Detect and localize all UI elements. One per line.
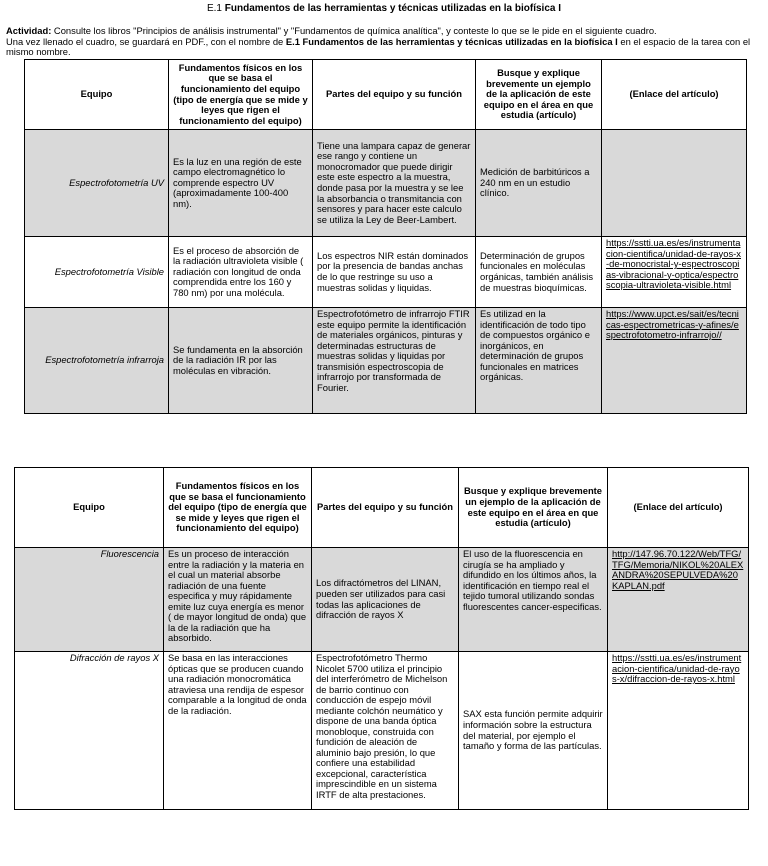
activity-instructions <box>6 26 766 58</box>
cell-partes: Espectrofotómetro de infrarrojo FTIR este equipo permite la identificación de materiales orgánicos, pinturas y determinadas estructuras de muestras solidas y liquidas por transmisión espectroscopia de infrarrojo por transformada de Fourier. <box>313 308 476 414</box>
article-link[interactable]: https://sstti.ua.es/es/instrumentacion-cientifica/unidad-de-rayos-x/difraccion-de-rayos-x.html <box>612 652 742 685</box>
activity-line-2c: en el espacio de la tarea con el mismo nombre. <box>6 35 751 58</box>
cell-equipo: Espectrofotometría infrarroja <box>25 308 169 414</box>
cell-equipo: Espectrofotometría UV <box>25 130 169 237</box>
equipment-table-2 <box>14 467 749 810</box>
header-partes: Partes del equipo y su función <box>313 60 476 130</box>
header-equipo: Equipo <box>25 60 169 130</box>
header-ejemplo: Busque y explique brevemente un ejemplo de la aplicación de este equipo en el área en que estudia (artículo) <box>459 468 608 548</box>
header-enlace: (Enlace del artículo) <box>608 468 749 548</box>
header-equipo: Equipo <box>15 468 164 548</box>
cell-ejemplo: Medición de barbitúricos a 240 nm en un estudio clínico. <box>476 130 602 237</box>
article-link[interactable]: http://147.96.70.122/Web/TFG/TFG/Memoria/NIKOL%20ALEXANDRA%20SEPULVEDA%20KAPLAN.pdf <box>612 548 744 591</box>
cell-ejemplo: Es utilizad en la identificación de todo tipo de compuestos orgánico e inorgánicos, en determinación de grupos funcionales en matrices orgánicas. <box>476 308 602 414</box>
table-row <box>25 130 747 237</box>
activity-line-1: Consulte los libros "Principios de análisis instrumental" y "Fundamentos de química analítica", y conteste lo que se le pide en el siguiente cuadro. <box>51 25 657 36</box>
header-ejemplo: Busque y explique brevemente un ejemplo de la aplicación de este equipo en el área en que estudia (artículo) <box>476 60 602 130</box>
table-row <box>25 308 747 414</box>
cell-enlace <box>602 308 747 414</box>
cell-partes: Espectrofotómetro Thermo Nicolet 5700 utiliza el principio del interferómetro de Michelson de barrio continuo con conducción de espejo móvil mediante colchón neumático y dispone de una banda óptica monobloque, construida con fundición de aleación de aluminio bajo presión, lo que confiere una estabilidad excepcional, característica imprescindible en un sistema IRTF de alta prestaciones. <box>312 652 459 810</box>
cell-fundamentos: Se fundamenta en la absorción de la radiación IR por las moléculas en vibración. <box>169 308 313 414</box>
cell-fundamentos: Es un proceso de interacción entre la radiación y la materia en el cual un material absorbe radiación de una fuente especifica y muy rápidamente emite luz cuya energía es menor ( de mayor longitud de onda) que la de la radiación que ha absorbido. <box>164 548 312 652</box>
table-row <box>15 548 749 652</box>
document-title <box>0 3 768 14</box>
cell-enlace <box>602 237 747 308</box>
article-link[interactable]: https://www.upct.es/sait/es/tecnicas-espectrometricas-y-afines/espectrofotometro-infrarrojo// <box>606 308 739 341</box>
activity-line-2a: Una vez llenado el cuadro, se guardará en PDF., con el nombre de <box>6 35 286 47</box>
cell-partes: Los espectros NIR están dominados por la presencia de bandas anchas de lo que restringe su uso a muestras solidas y liquidas. <box>313 237 476 308</box>
table-row <box>15 652 749 810</box>
cell-enlace <box>602 130 747 237</box>
cell-ejemplo: SAX esta función permite adquirir información sobre la estructura del material, por ejemplo el tamaño y forma de las partículas. <box>459 652 608 810</box>
header-fundamentos: Fundamentos físicos en los que se basa el funcionamiento del equipo (tipo de energía que se mide y leyes que rigen el funcionamiento del equipo) <box>169 60 313 130</box>
cell-equipo: Espectrofotometría Visible <box>25 237 169 308</box>
cell-enlace <box>608 548 749 652</box>
cell-ejemplo: Determinación de grupos funcionales en moléculas orgánicas, también análisis de muestras bioquímicas. <box>476 237 602 308</box>
cell-equipo: Fluorescencia <box>15 548 164 652</box>
title-bold: Fundamentos de las herramientas y técnicas utilizadas en la biofísica I <box>224 3 562 14</box>
cell-enlace <box>608 652 749 810</box>
title-prefix: E.1 <box>206 3 225 14</box>
cell-fundamentos: Se basa en las interacciones ópticas que se producen cuando una radiación monocromática atraviesa una rendija de espesor comparable a la longitud de onda de la radiación. <box>164 652 312 810</box>
cell-ejemplo: El uso de la fluorescencia en cirugía se ha ampliado y difundido en los últimos años, la identificación en tiempo real el tejido tumoral utilizando sondas fluorescentes cancer-especificas. <box>459 548 608 652</box>
activity-line-2-bold: E.1 Fundamentos de las herramientas y técnicas utilizadas en la biofísica I <box>285 35 618 47</box>
header-fundamentos: Fundamentos físicos en los que se basa el funcionamiento del equipo (tipo de energía que se mide y leyes que rigen el funcionamiento del equipo) <box>164 468 312 548</box>
table-header-row <box>15 468 749 548</box>
cell-partes: Tiene una lampara capaz de generar ese rango y contiene un monocromador que puede dirigir este este espectro a la muestra, donde pasa por la muestra y se lee la absorbancia o transmitancia con sensores y para hacer este calculo se utiliza la Ley de Beer-Lambert. <box>313 130 476 237</box>
header-partes: Partes del equipo y su función <box>312 468 459 548</box>
table-header-row <box>25 60 747 130</box>
cell-fundamentos: Es el proceso de absorción de la radiación ultravioleta visible ( radiación con longitud de onda comprendida entre los 160 y 780 nm) por una molécula. <box>169 237 313 308</box>
activity-label: Actividad: <box>6 25 52 36</box>
table-row <box>25 237 747 308</box>
equipment-table-1 <box>24 59 747 414</box>
article-link[interactable]: https://sstti.ua.es/es/instrumentacion-cientifica/unidad-de-rayos-x-de-monocristal-y-espectroscopias-vibracional-y-optica/espectroscopia-ultravioleta-visible.html <box>606 237 741 291</box>
cell-partes: Los difractómetros del LINAN, pueden ser utilizados para casi todas las aplicaciones de difracción de rayos X <box>312 548 459 652</box>
cell-fundamentos: Es la luz en una región de este campo electromagnético lo comprende espectro UV (aproximadamente 100-400 nm). <box>169 130 313 237</box>
cell-equipo: Difracción de rayos X <box>15 652 164 810</box>
header-enlace: (Enlace del artículo) <box>602 60 747 130</box>
